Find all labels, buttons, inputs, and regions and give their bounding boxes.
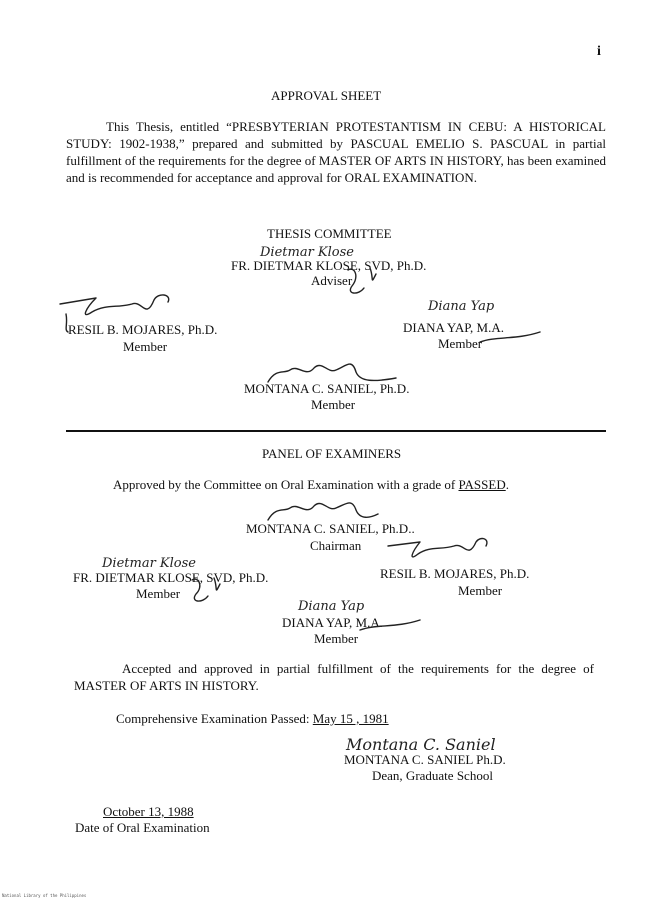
adviser-role: Adviser	[311, 273, 353, 288]
page-title: APPROVAL SHEET	[271, 88, 382, 103]
panel-member1-role: Member	[136, 586, 181, 601]
klose-signature-text-2: Dietmar Klose	[102, 556, 196, 571]
mojares-signature-2	[384, 534, 494, 570]
panel-heading: PANEL OF EXAMINERS	[262, 446, 402, 461]
yap-signature-text-2: Diana Yap	[298, 599, 365, 614]
comp-exam-line	[116, 711, 389, 727]
chairman-name: MONTANA C. SANIEL, Ph.D..	[246, 521, 415, 536]
adviser-initials-signature	[340, 264, 400, 300]
panel-klose-initials	[184, 574, 244, 608]
committee-member1-role: Member	[123, 339, 168, 354]
panel-member1-name: FR. DIETMAR KLOSE, SVD, Ph.D.	[73, 570, 269, 585]
yap-by-note-1	[476, 326, 546, 350]
panel-member3-name: DIANA YAP, M.A.	[282, 615, 384, 630]
section-divider	[66, 430, 606, 432]
page-number: i	[597, 44, 601, 59]
panel-member2-name: RESIL B. MOJARES, Ph.D.	[380, 566, 530, 581]
panel-member2-role: Member	[458, 583, 503, 598]
oral-exam-label: Date of Oral Examination	[75, 820, 210, 835]
yap-signature-text: Diana Yap	[428, 299, 495, 314]
committee-member1-name: RESIL B. MOJARES, Ph.D.	[68, 322, 218, 337]
acceptance-paragraph: Accepted and approved in partial fulfillment of the requirements for the degree of MASTER OF ARTS IN HISTORY.	[74, 661, 594, 693]
klose-signature-text: Dietmar Klose	[260, 245, 354, 260]
dean-role: Dean, Graduate School	[372, 768, 493, 783]
chairman-role: Chairman	[310, 538, 362, 553]
committee-member3-role: Member	[311, 397, 356, 412]
yap-by-note-2	[356, 616, 426, 636]
comp-exam-date: May 15 , 1981	[312, 711, 389, 726]
intro-paragraph: This Thesis, entitled “PRESBYTERIAN PROTESTANTISM IN CEBU: A HISTORICAL STUDY: 1902-1938,” prepared and submitted by PASCUAL EMELIO S. PASCUAL in partial fulfillment of the requirements for the degree of MASTER OF ARTS IN HISTORY, has been examined and is recommended for acceptance and approval for ORAL EXAMINATION.	[66, 119, 606, 185]
comp-exam-label: Comprehensive Examination Passed:	[116, 711, 310, 726]
committee-member3-name: MONTANA C. SANIEL, Ph.D.	[244, 381, 410, 396]
committee-member2-role: Member	[438, 336, 483, 351]
panel-grade: PASSED	[458, 477, 506, 492]
oral-exam-date: October 13, 1988	[103, 804, 194, 819]
adviser-name: FR. DIETMAR KLOSE, SVD, Ph.D.	[231, 258, 427, 273]
panel-grade-suffix: .	[505, 477, 509, 492]
panel-member3-role: Member	[314, 631, 359, 646]
saniel-dean-signature-text: Montana C. Saniel	[346, 735, 496, 754]
yap-signature-1	[426, 296, 506, 318]
panel-approved-text: Approved by the Committee on Oral Examination with a grade of	[113, 477, 456, 492]
committee-member2-name: DIANA YAP, M.A.	[403, 320, 505, 335]
panel-approved-line	[113, 477, 509, 493]
scan-footer: National Library of the Philippines	[2, 893, 87, 898]
dean-name: MONTANA C. SANIEL Ph.D.	[344, 752, 506, 767]
committee-heading: THESIS COMMITTEE	[267, 226, 392, 241]
